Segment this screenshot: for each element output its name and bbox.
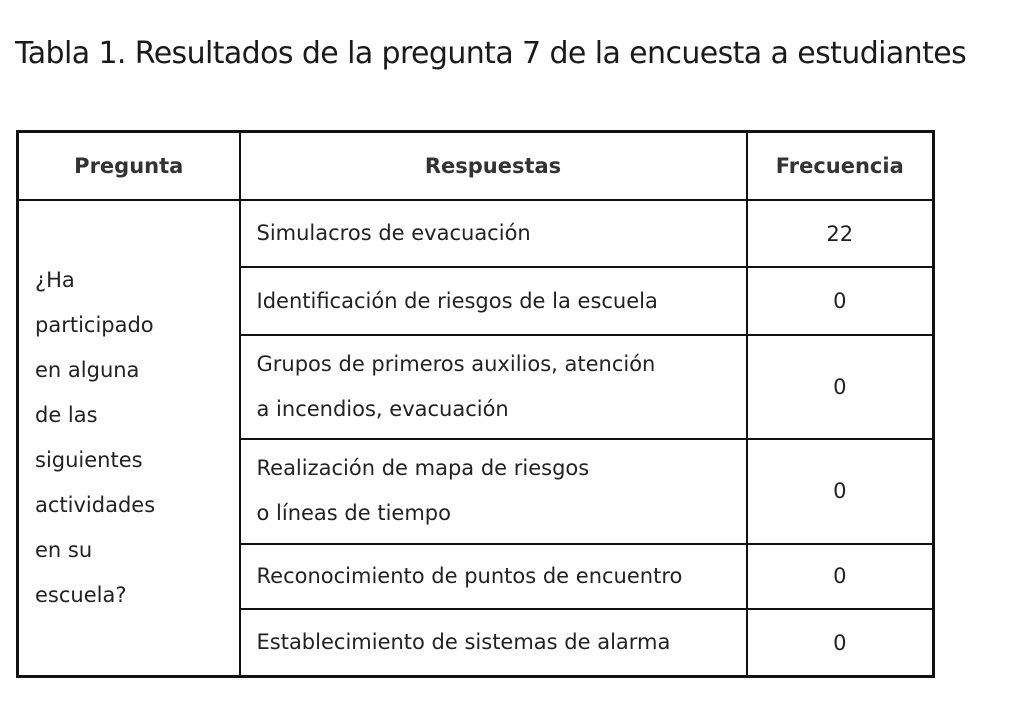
table-row (18, 200, 934, 267)
results-table (16, 130, 935, 678)
header-pregunta: Pregunta (18, 132, 240, 201)
response-text: Reconocimiento de puntos de encuentro (256, 563, 683, 588)
response-text: Realización de mapa de riesgos (256, 456, 590, 481)
response-cell (240, 335, 747, 439)
question-cell (18, 200, 240, 677)
response-text: Grupos de primeros auxilios, atención (256, 352, 656, 377)
question-line: ¿Ha (35, 268, 75, 292)
question-line: en su (35, 538, 93, 562)
response-text: Simulacros de evacuación (256, 221, 531, 246)
question-line: siguientes (35, 448, 143, 472)
header-respuestas: Respuestas (240, 132, 747, 201)
frequency-cell: 22 (747, 200, 934, 267)
header-frecuencia: Frecuencia (747, 132, 934, 201)
frequency-cell: 0 (747, 335, 934, 439)
response-cell (240, 544, 747, 609)
question-line: en alguna (35, 358, 140, 382)
question-line: escuela? (35, 583, 127, 607)
frequency-cell: 0 (747, 439, 934, 543)
response-cell (240, 439, 747, 543)
question-line: de las (35, 403, 98, 427)
response-text: Identificación de riesgos de la escuela (256, 288, 658, 313)
header-row (18, 132, 934, 201)
frequency-cell: 0 (747, 544, 934, 609)
question-line: participado (35, 313, 154, 337)
frequency-cell: 0 (747, 609, 934, 677)
response-cell (240, 267, 747, 334)
table-caption: Tabla 1. Resultados de la pregunta 7 de la encuesta a estudiantes (15, 36, 967, 71)
question-line: actividades (35, 493, 156, 517)
response-text: a incendios, evacuación (256, 397, 509, 422)
response-text: o líneas de tiempo (256, 501, 451, 526)
frequency-cell: 0 (747, 267, 934, 334)
response-cell (240, 200, 747, 267)
response-cell (240, 609, 747, 677)
response-text: Establecimiento de sistemas de alarma (256, 630, 671, 654)
